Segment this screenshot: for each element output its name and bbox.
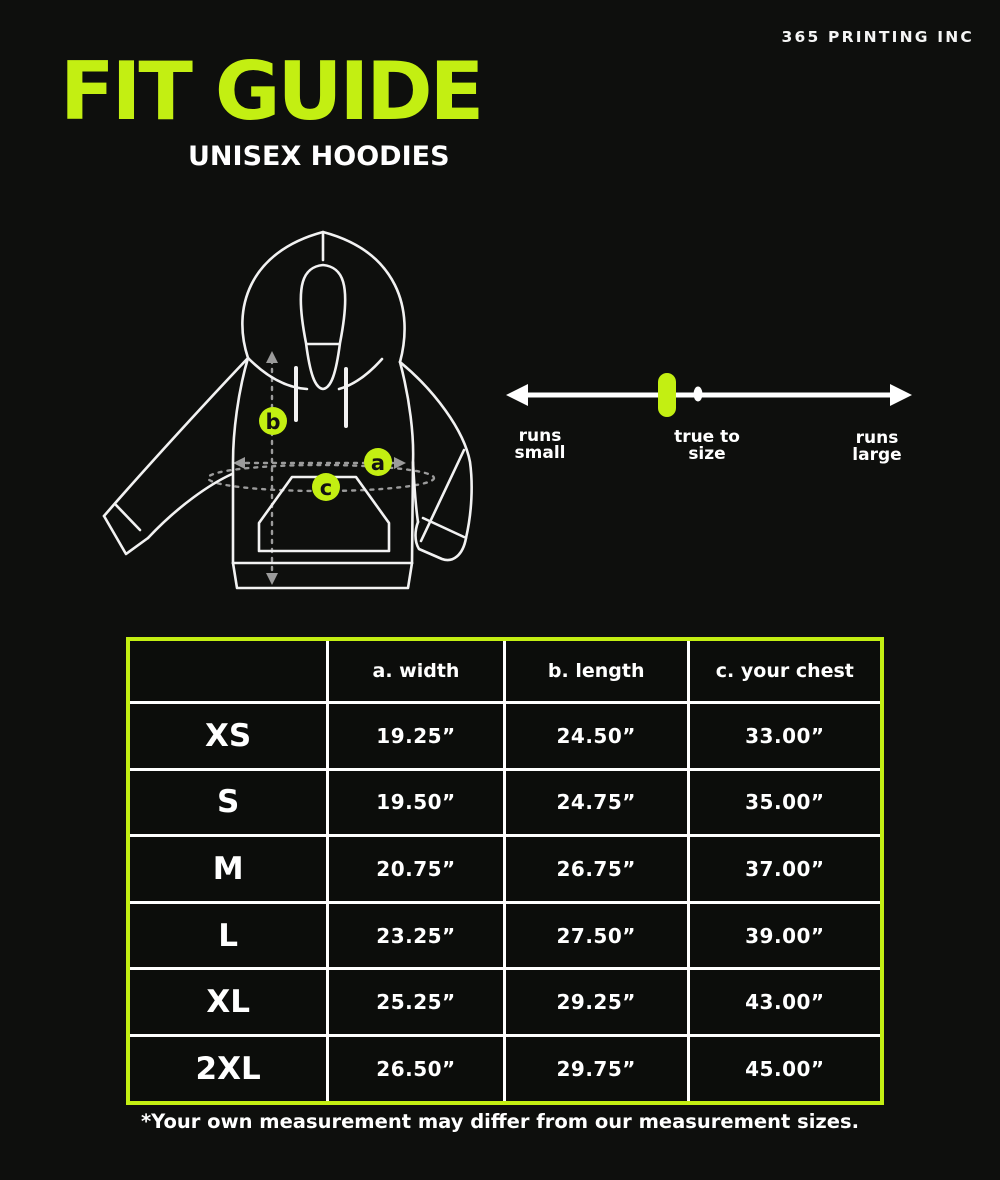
table-row-xs [128, 703, 882, 770]
size-label: S [128, 769, 328, 836]
width-value: 25.25” [328, 969, 504, 1036]
left-arrowhead-icon [233, 457, 245, 469]
header-chest: c. your chest [688, 639, 882, 703]
true-to-size-marker [658, 373, 676, 417]
runs-small-label [503, 428, 577, 461]
true-to-size-label [645, 429, 769, 462]
length-value: 24.75” [504, 769, 688, 836]
length-value: 29.25” [504, 969, 688, 1036]
runs-large-label [840, 430, 914, 463]
size-chart-table [126, 637, 884, 1105]
header-size [128, 639, 328, 703]
width-value: 26.50” [328, 1035, 504, 1103]
width-value: 20.75” [328, 836, 504, 903]
hoodie-diagram [80, 210, 480, 600]
scale-left-arrowhead-icon [506, 384, 528, 406]
chest-value: 39.00” [688, 902, 882, 969]
length-value: 29.75” [504, 1035, 688, 1103]
length-value: 24.50” [504, 703, 688, 770]
width-value: 19.25” [328, 703, 504, 770]
chest-value: 45.00” [688, 1035, 882, 1103]
size-label: M [128, 836, 328, 903]
runs-small-line2: small [514, 442, 566, 463]
table-row-2xl [128, 1035, 882, 1103]
marker-b-letter: b [265, 410, 281, 434]
marker-c [312, 473, 340, 501]
chest-value: 37.00” [688, 836, 882, 903]
scale-right-arrowhead-icon [890, 384, 912, 406]
size-label: 2XL [128, 1035, 328, 1103]
size-label: XS [128, 703, 328, 770]
header-width: a. width [328, 639, 504, 703]
size-label: XL [128, 969, 328, 1036]
chest-value: 33.00” [688, 703, 882, 770]
table-row-l [128, 902, 882, 969]
fit-scale [500, 365, 920, 425]
marker-a [364, 448, 392, 476]
width-value: 23.25” [328, 902, 504, 969]
scale-dot [694, 387, 703, 402]
measurement-disclaimer: *Your own measurement may differ from our measurement sizes. [140, 1110, 860, 1133]
marker-c-letter: c [319, 476, 333, 500]
true-to-size-line2: size [688, 443, 726, 464]
true-to-size-line1: true to [674, 427, 740, 447]
table-row-s [128, 769, 882, 836]
marker-a-letter: a [370, 451, 386, 475]
chest-value: 43.00” [688, 969, 882, 1036]
width-value: 19.50” [328, 769, 504, 836]
chest-value: 35.00” [688, 769, 882, 836]
length-value: 27.50” [504, 902, 688, 969]
brand-name: 365 PRINTING INC [781, 28, 974, 46]
runs-large-line1: runs [855, 428, 899, 448]
size-label: L [128, 902, 328, 969]
hoodie-outline [104, 232, 472, 588]
up-arrowhead-icon [266, 351, 278, 363]
table-row-m [128, 836, 882, 903]
runs-small-line1: runs [518, 426, 562, 446]
page-title: FIT GUIDE [60, 45, 482, 138]
down-arrowhead-icon [266, 573, 278, 585]
marker-b [259, 407, 287, 435]
header-length: b. length [504, 639, 688, 703]
runs-large-line2: large [852, 444, 902, 465]
page-subtitle: UNISEX HOODIES [188, 141, 450, 172]
right-arrowhead-icon [394, 457, 406, 469]
header-row [128, 639, 882, 703]
length-value: 26.75” [504, 836, 688, 903]
table-row-xl [128, 969, 882, 1036]
